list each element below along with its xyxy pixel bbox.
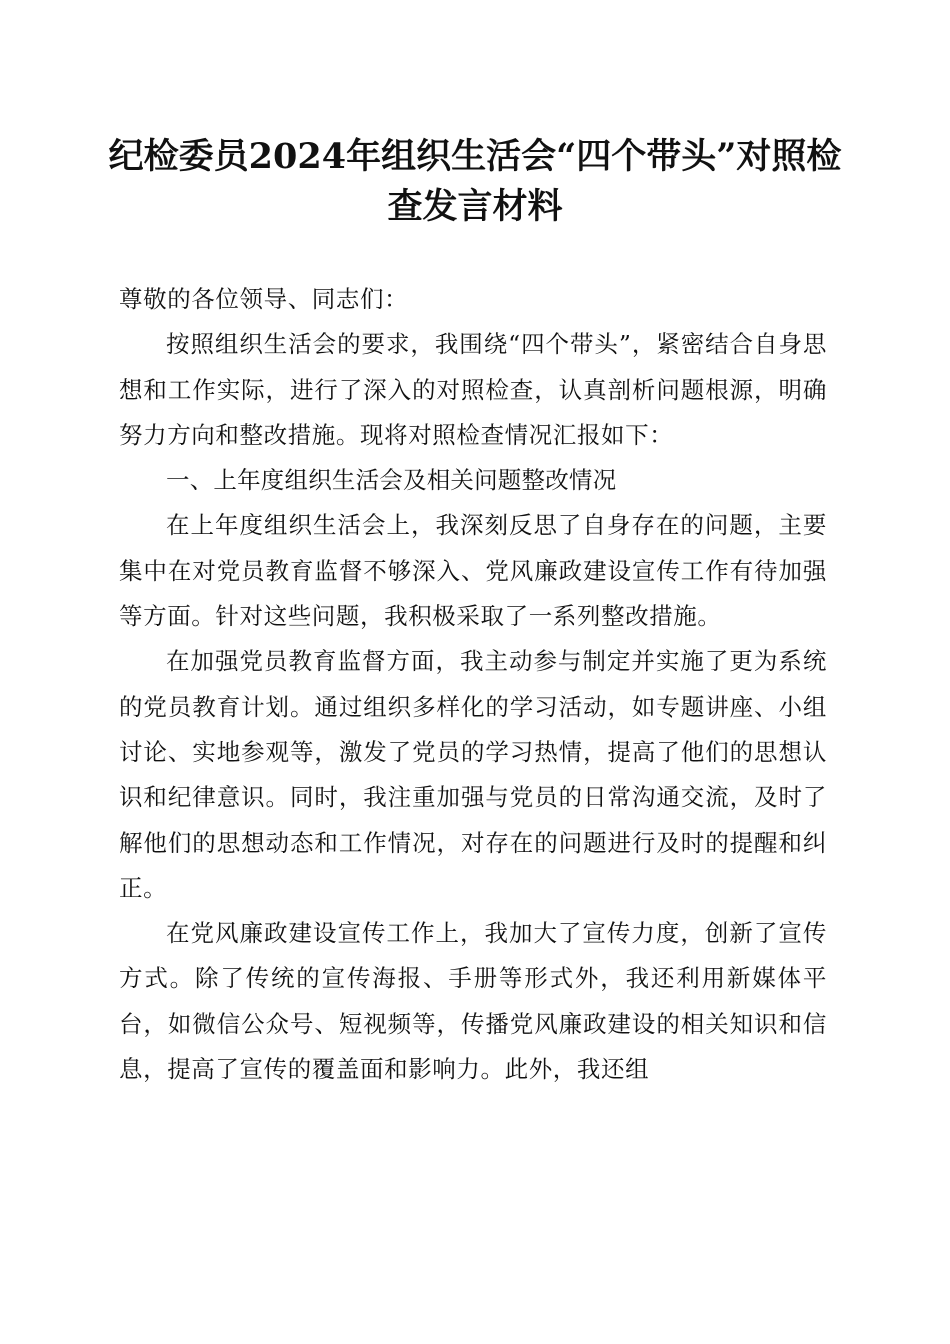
section-heading: 一、上年度组织生活会及相关问题整改情况	[166, 466, 617, 495]
body-paragraph: 在上年度组织生活会上，我深刻反思了自身存在的问题，主要集中在对党员教育监督不够深入、党风廉政建设宣传工作有待加强等方面。针对这些问题，我积极采取了一系列整改措施。	[119, 511, 827, 631]
intro-paragraph: 按照组织生活会的要求，我围绕“四个带头”，紧密结合自身思想和工作实际，进行了深入的对照检查，认真剖析问题根源，明确努力方向和整改措施。现将对照检查情况汇报如下：	[119, 330, 827, 449]
body-paragraph: 在加强党员教育监督方面，我主动参与制定并实施了更为系统的党员教育计划。通过组织多样化的学习活动，如专题讲座、小组讨论、实地参观等，激发了党员的学习热情，提高了他们的思想认识和纪律意识。同时，我注重加强与党员的日常沟通交流，及时了解他们的思想动态和工作情况，对存在的问题进行及时的提醒和纠正。	[119, 647, 827, 902]
document-body	[119, 277, 827, 1092]
document-title: 纪检委员2024年组织生活会“四个带头”对照检查发言材料	[108, 136, 842, 227]
body-paragraph: 在党风廉政建设宣传工作上，我加大了宣传力度，创新了宣传方式。除了传统的宣传海报、手册等形式外，我还利用新媒体平台，如微信公众号、短视频等，传播党风廉政建设的相关知识和信息，提高了宣传的覆盖面和影响力。此外，我还组	[119, 919, 827, 1084]
salutation: 尊敬的各位领导、同志们：	[119, 285, 409, 313]
